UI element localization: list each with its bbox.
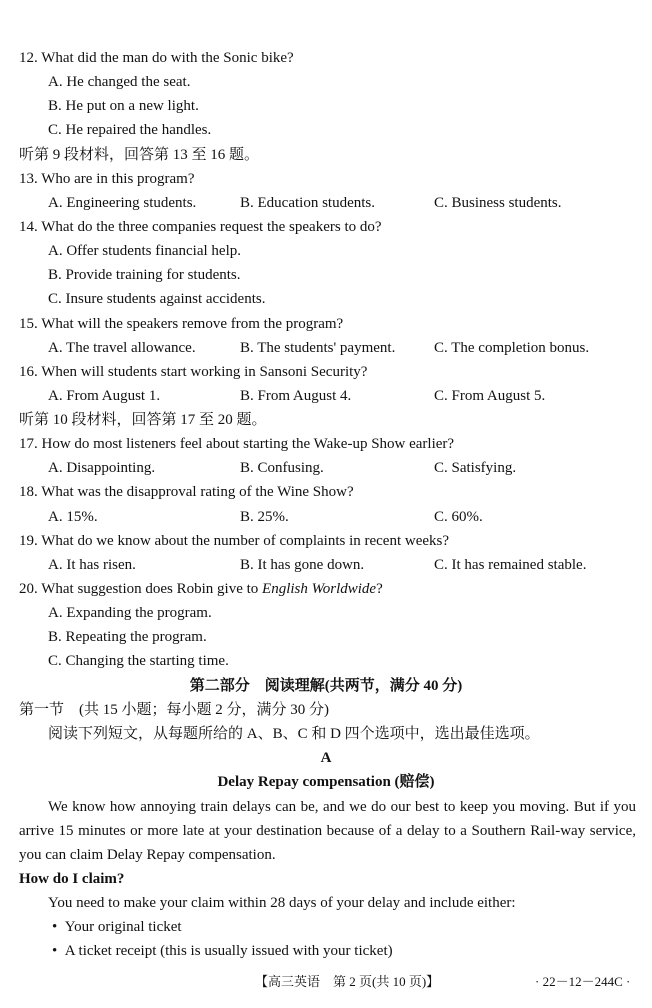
option-b: B. Confusing. <box>240 460 324 476</box>
question-12-option-a <box>0 70 652 94</box>
page-number: 【高三英语 第 2 页(共 10 页)】 <box>255 974 440 989</box>
question-20-option-a <box>0 601 652 625</box>
option-a: A. 15%. <box>48 509 98 525</box>
exam-code: · 22－12－244C · <box>535 974 631 989</box>
option-c: C. 60%. <box>434 509 483 525</box>
question-16-stem: 16. When will students start working in Sansoni Security? <box>19 364 368 380</box>
question-19-stem: 19. What do we know about the number of complaints in recent weeks? <box>19 533 450 549</box>
option-b: B. From August 4. <box>240 388 352 404</box>
question-12-option-c <box>0 118 652 142</box>
bullet-item <box>0 915 652 939</box>
bullet-text: A ticket receipt (this is usually issued with your ticket) <box>64 943 393 959</box>
question-20-option-b <box>0 625 652 649</box>
page-footer <box>0 970 652 994</box>
question-14-option-c <box>0 287 652 311</box>
question-13-options <box>0 191 652 215</box>
option-b: B. The students' payment. <box>240 340 396 356</box>
question-14-option-a <box>0 239 652 263</box>
question-17-stem: 17. How do most listeners feel about starting the Wake-up Show earlier? <box>19 436 455 452</box>
option-text: B. Repeating the program. <box>48 629 207 645</box>
instruction-passage-10: 听第 10 段材料，回答第 17 至 20 题。 <box>19 412 267 428</box>
option-text: C. Changing the starting time. <box>48 653 229 669</box>
option-c: C. From August 5. <box>434 388 546 404</box>
question-12-option-b <box>0 94 652 118</box>
bullet-item <box>0 939 652 963</box>
option-c: C. It has remained stable. <box>434 557 587 573</box>
option-a: A. Engineering students. <box>48 195 197 211</box>
passage-paragraph-2: You need to make your claim within 28 days of your delay and include either: <box>48 895 516 911</box>
option-c: C. Business students. <box>434 195 562 211</box>
part-two-heading: 第二部分 阅读理解(共两节，满分 40 分) <box>189 678 463 694</box>
question-12-stem: 12. What did the man do with the Sonic bike? <box>19 50 294 66</box>
question-18-options <box>0 505 652 529</box>
option-b: B. Education students. <box>240 195 375 211</box>
option-b: B. 25%. <box>240 509 289 525</box>
passage-letter: A <box>320 750 332 766</box>
question-18-stem: 18. What was the disapproval rating of the Wine Show? <box>19 484 354 500</box>
paragraph-text: We know how annoying train delays can be, and we do our best to keep you moving. But if you arrive 15 minutes or more late at your destination because of a delay to a Southern Rail-way service, you can claim Delay Repay compensation. <box>19 799 636 863</box>
option-a: A. From August 1. <box>48 388 161 404</box>
option-a: A. Disappointing. <box>48 460 156 476</box>
stem-text: 20. What suggestion does Robin give to <box>19 581 263 597</box>
option-c: C. The completion bonus. <box>434 340 590 356</box>
claim-heading: How do I claim? <box>19 871 125 887</box>
option-b: B. It has gone down. <box>240 557 365 573</box>
instruction-passage-9: 听第 9 段材料，回答第 13 至 16 题。 <box>19 147 260 163</box>
option-text: A. He changed the seat. <box>48 74 191 90</box>
question-15-options <box>0 336 652 360</box>
bullet-dot-icon: • A ticket receipt (this is usually issued with your ticket) <box>52 943 393 959</box>
option-a: A. It has risen. <box>48 557 136 573</box>
bullet-text: Your original ticket <box>64 919 182 935</box>
question-17-options <box>0 456 652 480</box>
section-one-instruction: 阅读下列短文，从每题所给的 A、B、C 和 D 四个选项中，选出最佳选项。 <box>48 726 540 742</box>
section-one-heading: 第一节 (共 15 小题；每小题 2 分，满分 30 分) <box>19 702 329 718</box>
option-text: B. He put on a new light. <box>48 98 199 114</box>
question-19-options <box>0 553 652 577</box>
stem-mark: ? <box>376 581 383 597</box>
question-13-stem: 13. Who are in this program? <box>19 171 195 187</box>
option-text: A. Expanding the program. <box>48 605 212 621</box>
question-14-option-b <box>0 263 652 287</box>
question-15-stem: 15. What will the speakers remove from the program? <box>19 316 344 332</box>
option-text: A. Offer students financial help. <box>48 243 242 259</box>
passage-paragraph-1 <box>19 795 636 867</box>
question-14-stem: 14. What do the three companies request the speakers to do? <box>19 219 382 235</box>
question-16-options <box>0 384 652 408</box>
bullet-dot-icon: • Your original ticket <box>52 919 182 935</box>
option-a: A. The travel allowance. <box>48 340 196 356</box>
option-text: C. Insure students against accidents. <box>48 291 266 307</box>
option-text: C. He repaired the handles. <box>48 122 212 138</box>
question-20-stem <box>0 577 652 601</box>
program-name: English Worldwide <box>262 581 377 597</box>
option-c: C. Satisfying. <box>434 460 517 476</box>
question-20-option-c <box>0 649 652 673</box>
option-text: B. Provide training for students. <box>48 267 241 283</box>
passage-title: Delay Repay compensation (赔偿) <box>217 774 435 790</box>
